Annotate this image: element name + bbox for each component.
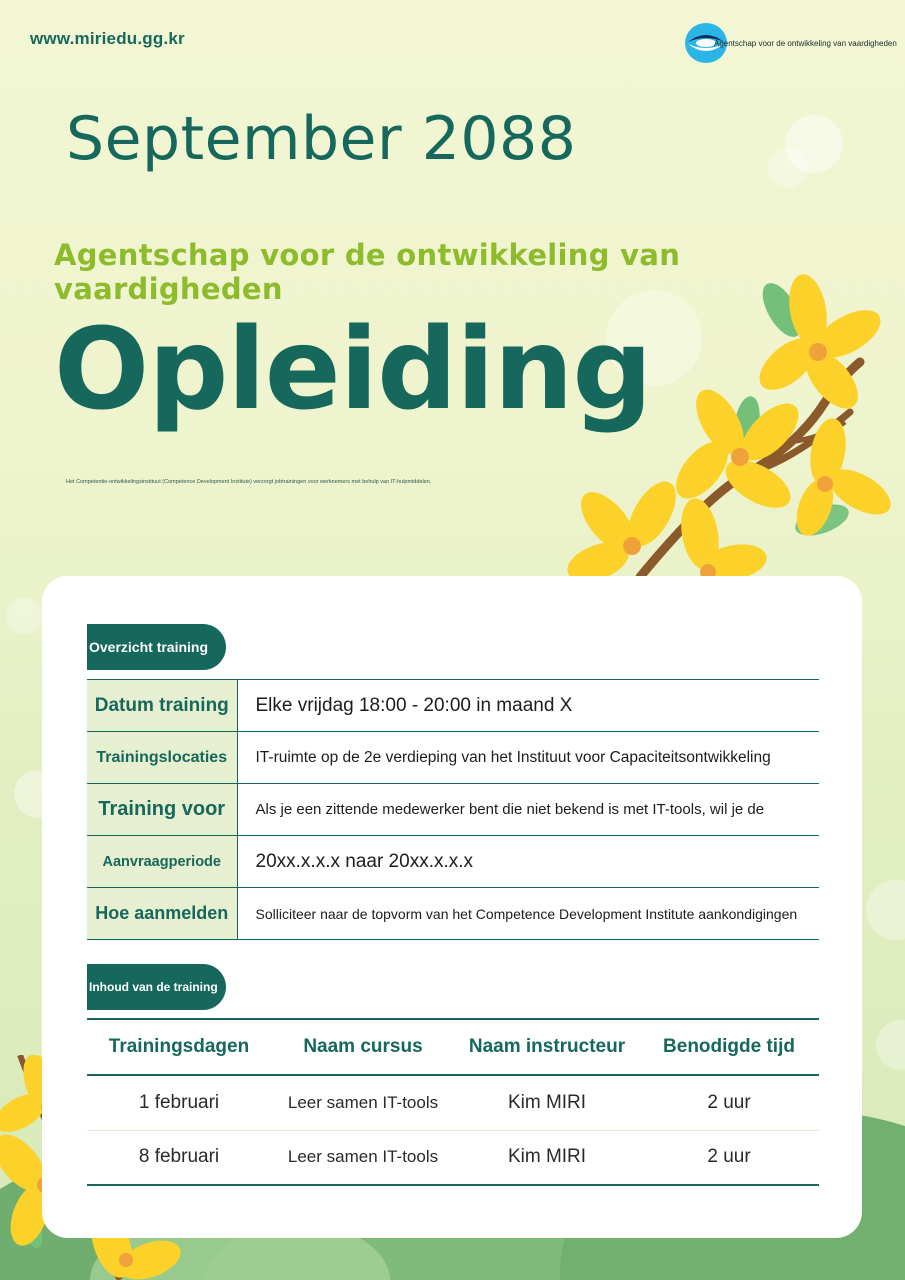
column-header: Naam cursus: [271, 1019, 455, 1075]
overview-row: [87, 680, 819, 732]
table-header-row: [87, 1019, 819, 1075]
agency-logo: [684, 20, 897, 66]
agency-subtitle: Agentschap voor de ontwikkeling van vaardigheden: [54, 238, 681, 306]
logo-text: Agentschap voor de ontwikkeling van vaardigheden: [714, 39, 897, 48]
table-row: [87, 1130, 819, 1185]
content-heading-label: Inhoud van de training: [89, 980, 218, 994]
overview-value: IT-ruimte op de 2e verdieping van het Instituut voor Capaciteitsontwikkeling: [237, 732, 819, 784]
overview-label: Aanvraagperiode: [87, 836, 237, 888]
cell-day: 1 februari: [87, 1075, 271, 1130]
column-header: Trainingsdagen: [87, 1019, 271, 1075]
overview-value: Elke vrijdag 18:00 - 20:00 in maand X: [237, 680, 819, 732]
column-header: Benodigde tijd: [639, 1019, 819, 1075]
overview-value: Solliciteer naar de topvorm van het Competence Development Institute aankondigingen: [237, 888, 819, 940]
event-date-title: September 2088: [66, 104, 577, 174]
overview-heading-label: Overzicht training: [89, 639, 209, 655]
main-title: Opleiding: [54, 305, 652, 435]
overview-row: [87, 732, 819, 784]
background-bokeh: [6, 598, 42, 634]
background-bokeh: [768, 148, 808, 188]
overview-label: Hoe aanmelden: [87, 888, 237, 940]
overview-label: Datum training: [87, 680, 237, 732]
background-bokeh: [876, 1020, 905, 1070]
training-content-table: [87, 1018, 819, 1186]
overview-table: [87, 679, 819, 940]
cell-instructor: Kim MIRI: [455, 1130, 639, 1185]
overview-row: [87, 888, 819, 940]
intro-text: Het Competentie-ontwikkelingsinstituut (Competence Development Institute) verzorgt jobtrainingen voor werknemers met behulp van IT-hulpmiddelen.: [66, 479, 432, 485]
website-url[interactable]: www.miriedu.gg.kr: [30, 29, 185, 48]
overview-value: 20xx.x.x.x naar 20xx.x.x.x: [237, 836, 819, 888]
overview-row: [87, 784, 819, 836]
cell-day: 8 februari: [87, 1130, 271, 1185]
cell-time: 2 uur: [639, 1075, 819, 1130]
forsythia-branch-illustration: [560, 272, 905, 582]
column-header: Naam instructeur: [455, 1019, 639, 1075]
table-row: [87, 1075, 819, 1130]
cell-instructor: Kim MIRI: [455, 1075, 639, 1130]
cell-course: Leer samen IT-tools: [271, 1130, 455, 1185]
background-bokeh: [866, 880, 905, 940]
content-heading: [87, 964, 226, 1010]
overview-row: [87, 836, 819, 888]
cell-course: Leer samen IT-tools: [271, 1075, 455, 1130]
overview-value: Als je een zittende medewerker bent die niet bekend is met IT-tools, wil je de: [237, 784, 819, 836]
overview-label: Trainingslocaties: [87, 732, 237, 784]
overview-label: Training voor: [87, 784, 237, 836]
cell-time: 2 uur: [639, 1130, 819, 1185]
overview-heading: [87, 624, 226, 670]
